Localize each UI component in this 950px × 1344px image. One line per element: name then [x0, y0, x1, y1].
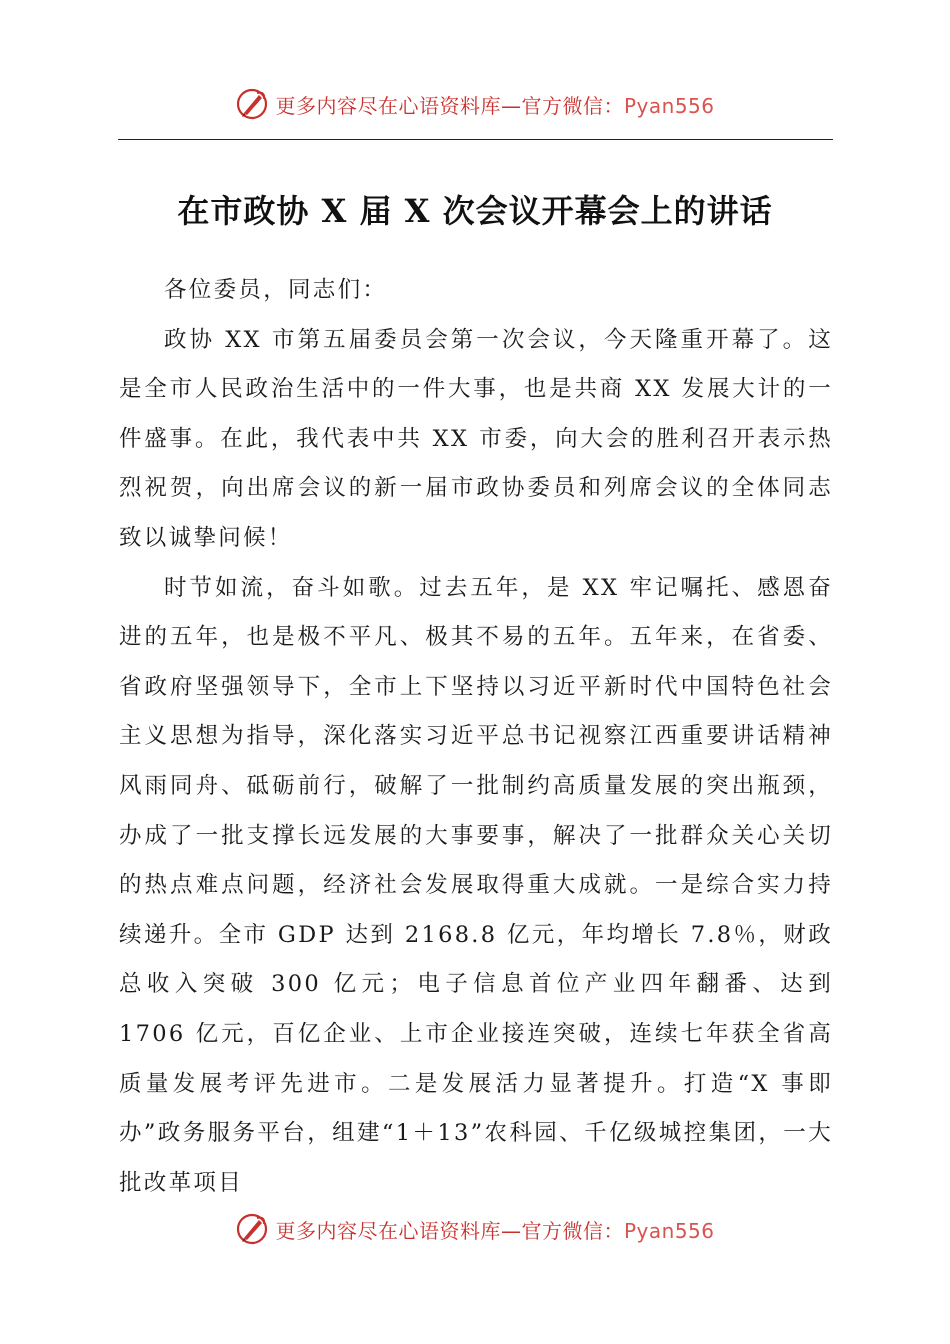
salutation: 各位委员，同志们： — [164, 277, 388, 303]
document-body — [119, 266, 833, 1208]
banner-text — [275, 90, 714, 119]
header-divider — [118, 139, 833, 140]
quill-logo-icon — [235, 87, 269, 121]
footer-banner — [0, 1209, 950, 1249]
banner-slogan: 更多内容尽在心语资料库—官方微信： — [275, 93, 624, 118]
paragraph-2: 时节如流，奋斗如歌。过去五年，是 XX 牢记嘱托、感恩奋进的五年，也是极不平凡、极其不易的五年。五年来，在省委、省政府坚强领导下，全市上下坚持以习近平新时代中国特色社会主义思想为指导，深化落实习近平总书记视察江西重要讲话精神风雨同舟、砥砺前行，破解了一批制约高质量发展的突出瓶颈，办成了一批支撑长远发展的大事要事，解决了一批群众关心关切的热点难点问题，经济社会发展取得重大成就。一是综合实力持续递升。全市 GDP 达到 2168.8 亿元，年均增长 7.8％，财政总收入突破 300 亿元；电子信息首位产业四年翻番、达到 1706 亿元，百亿企业、上市企业接连突破，连续七年获全省高质量发展考评先进市。二是发展活力显著提升。打造“X 事即办”政务服务平台，组建“1＋13”农科园、千亿级城控集团，一大批改革项目 — [119, 574, 833, 1196]
wechat-id: Pyan556 — [623, 93, 715, 118]
header-banner — [0, 84, 950, 124]
banner-text — [275, 1215, 714, 1244]
quill-logo-icon — [235, 1212, 269, 1246]
paragraph-1: 政协 XX 市第五届委员会第一次会议，今天隆重开幕了。这是全市人民政治生活中的一件大事，也是共商 XX 发展大计的一件盛事。在此，我代表中共 XX 市委，向大会的胜利召开表示热烈祝贺，向出席会议的新一届市政协委员和列席会议的全体同志致以诚挚问候！ — [119, 326, 833, 551]
wechat-id: Pyan556 — [623, 1218, 715, 1243]
document-title: 在市政协 X 届 X 次会议开幕会上的讲话 — [177, 192, 773, 230]
banner-slogan: 更多内容尽在心语资料库—官方微信： — [275, 1218, 624, 1243]
